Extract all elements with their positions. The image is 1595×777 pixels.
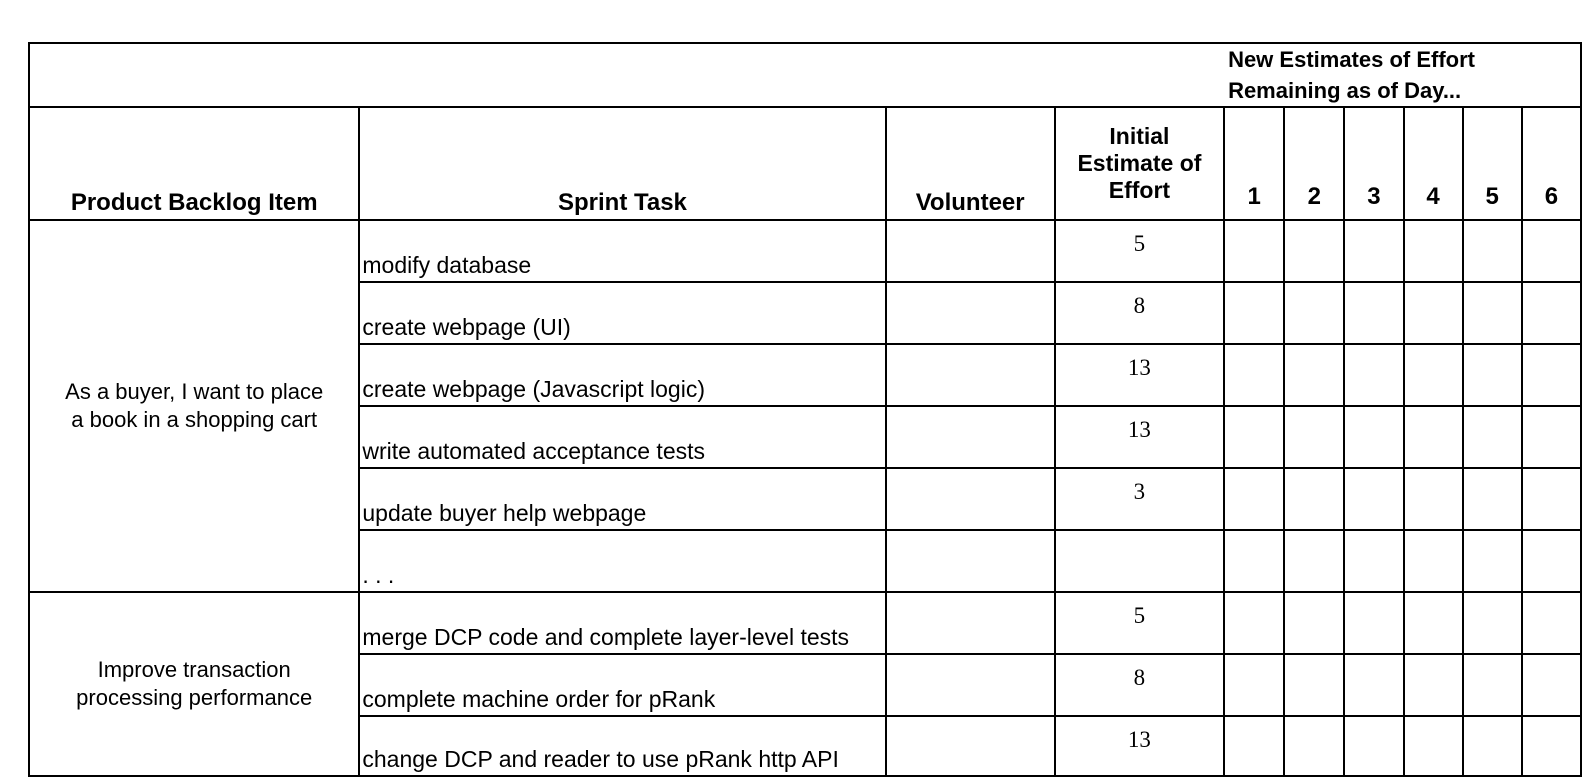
day-6-cell[interactable] (1522, 716, 1581, 776)
day-6-cell[interactable] (1522, 406, 1581, 468)
header-day-6: 6 (1522, 107, 1581, 220)
sprint-task-cell: merge DCP code and complete layer-level tests (359, 592, 885, 654)
day-3-cell[interactable] (1344, 530, 1403, 592)
backlog-item-line1: Improve transaction (97, 657, 291, 682)
day-4-cell[interactable] (1404, 282, 1463, 344)
initial-estimate-cell: 13 (1055, 344, 1224, 406)
header-day-2: 2 (1284, 107, 1344, 220)
table-row (29, 220, 1581, 282)
day-1-cell[interactable] (1224, 654, 1284, 716)
day-4-cell[interactable] (1404, 220, 1463, 282)
backlog-item-line1: As a buyer, I want to place (65, 379, 324, 404)
day-4-cell[interactable] (1404, 654, 1463, 716)
day-4-cell[interactable] (1404, 716, 1463, 776)
header-day-5: 5 (1463, 107, 1522, 220)
volunteer-cell[interactable] (886, 716, 1055, 776)
day-3-cell[interactable] (1344, 344, 1403, 406)
day-2-cell[interactable] (1284, 344, 1344, 406)
sprint-backlog-sheet (28, 42, 1582, 772)
day-6-cell[interactable] (1522, 654, 1581, 716)
day-5-cell[interactable] (1463, 406, 1522, 468)
day-6-cell[interactable] (1522, 592, 1581, 654)
volunteer-cell[interactable] (886, 406, 1055, 468)
header-backlog-item: Product Backlog Item (29, 107, 359, 220)
day-1-cell[interactable] (1224, 716, 1284, 776)
sprint-task-cell: . . . (359, 530, 885, 592)
day-4-cell[interactable] (1404, 530, 1463, 592)
sprint-task-cell: create webpage (Javascript logic) (359, 344, 885, 406)
initial-estimate-cell: 13 (1055, 716, 1224, 776)
header-initial-line2: Estimate of (1077, 150, 1202, 176)
header-day-3: 3 (1344, 107, 1403, 220)
initial-estimate-cell: 8 (1055, 282, 1224, 344)
header-initial-line3: Effort (1108, 177, 1171, 203)
day-6-cell[interactable] (1522, 282, 1581, 344)
day-3-cell[interactable] (1344, 468, 1403, 530)
day-2-cell[interactable] (1284, 592, 1344, 654)
day-5-cell[interactable] (1463, 468, 1522, 530)
day-5-cell[interactable] (1463, 282, 1522, 344)
volunteer-cell[interactable] (886, 592, 1055, 654)
day-1-cell[interactable] (1224, 220, 1284, 282)
initial-estimate-cell: 5 (1055, 220, 1224, 282)
header-initial-line1: Initial (1109, 123, 1170, 149)
day-5-cell[interactable] (1463, 530, 1522, 592)
header-day-4: 4 (1404, 107, 1463, 220)
sprint-backlog-table (28, 42, 1582, 777)
volunteer-cell[interactable] (886, 282, 1055, 344)
day-4-cell[interactable] (1404, 592, 1463, 654)
sprint-task-cell: modify database (359, 220, 885, 282)
day-5-cell[interactable] (1463, 344, 1522, 406)
day-3-cell[interactable] (1344, 220, 1403, 282)
day-1-cell[interactable] (1224, 530, 1284, 592)
day-6-cell[interactable] (1522, 530, 1581, 592)
backlog-item-cell (29, 220, 359, 592)
backlog-item-line2: processing performance (76, 685, 313, 710)
volunteer-cell[interactable] (886, 220, 1055, 282)
day-2-cell[interactable] (1284, 654, 1344, 716)
day-3-cell[interactable] (1344, 716, 1403, 776)
remaining-effort-title-line1: New Estimates of Effort (1228, 47, 1475, 72)
day-2-cell[interactable] (1284, 220, 1344, 282)
sprint-task-cell: write automated acceptance tests (359, 406, 885, 468)
volunteer-cell[interactable] (886, 344, 1055, 406)
day-4-cell[interactable] (1404, 344, 1463, 406)
initial-estimate-cell: 13 (1055, 406, 1224, 468)
header-volunteer: Volunteer (886, 107, 1055, 220)
initial-estimate-cell: 5 (1055, 592, 1224, 654)
day-1-cell[interactable] (1224, 282, 1284, 344)
remaining-effort-title-line2: Remaining as of Day... (1228, 78, 1462, 103)
day-1-cell[interactable] (1224, 344, 1284, 406)
day-4-cell[interactable] (1404, 406, 1463, 468)
volunteer-cell[interactable] (886, 468, 1055, 530)
day-5-cell[interactable] (1463, 220, 1522, 282)
day-3-cell[interactable] (1344, 282, 1403, 344)
day-2-cell[interactable] (1284, 468, 1344, 530)
day-2-cell[interactable] (1284, 406, 1344, 468)
header-initial-estimate (1055, 107, 1224, 220)
sprint-task-cell: create webpage (UI) (359, 282, 885, 344)
day-5-cell[interactable] (1463, 592, 1522, 654)
title-row (29, 43, 1581, 107)
day-5-cell[interactable] (1463, 654, 1522, 716)
day-1-cell[interactable] (1224, 592, 1284, 654)
initial-estimate-cell: 8 (1055, 654, 1224, 716)
day-5-cell[interactable] (1463, 716, 1522, 776)
day-6-cell[interactable] (1522, 468, 1581, 530)
table-row (29, 592, 1581, 654)
backlog-item-line2: a book in a shopping cart (71, 407, 318, 432)
title-row-blank (29, 43, 1224, 107)
sprint-task-cell: change DCP and reader to use pRank http API (359, 716, 885, 776)
day-1-cell[interactable] (1224, 468, 1284, 530)
day-3-cell[interactable] (1344, 654, 1403, 716)
header-row (29, 107, 1581, 220)
day-4-cell[interactable] (1404, 468, 1463, 530)
volunteer-cell[interactable] (886, 654, 1055, 716)
day-2-cell[interactable] (1284, 530, 1344, 592)
day-1-cell[interactable] (1224, 406, 1284, 468)
day-3-cell[interactable] (1344, 592, 1403, 654)
day-6-cell[interactable] (1522, 220, 1581, 282)
backlog-item-cell (29, 592, 359, 776)
day-6-cell[interactable] (1522, 344, 1581, 406)
remaining-effort-title (1224, 43, 1581, 107)
day-2-cell[interactable] (1284, 282, 1344, 344)
header-sprint-task: Sprint Task (359, 107, 885, 220)
sprint-task-cell: complete machine order for pRank (359, 654, 885, 716)
header-day-1: 1 (1224, 107, 1284, 220)
day-3-cell[interactable] (1344, 406, 1403, 468)
initial-estimate-cell (1055, 530, 1224, 592)
volunteer-cell[interactable] (886, 530, 1055, 592)
sprint-task-cell: update buyer help webpage (359, 468, 885, 530)
initial-estimate-cell: 3 (1055, 468, 1224, 530)
day-2-cell[interactable] (1284, 716, 1344, 776)
